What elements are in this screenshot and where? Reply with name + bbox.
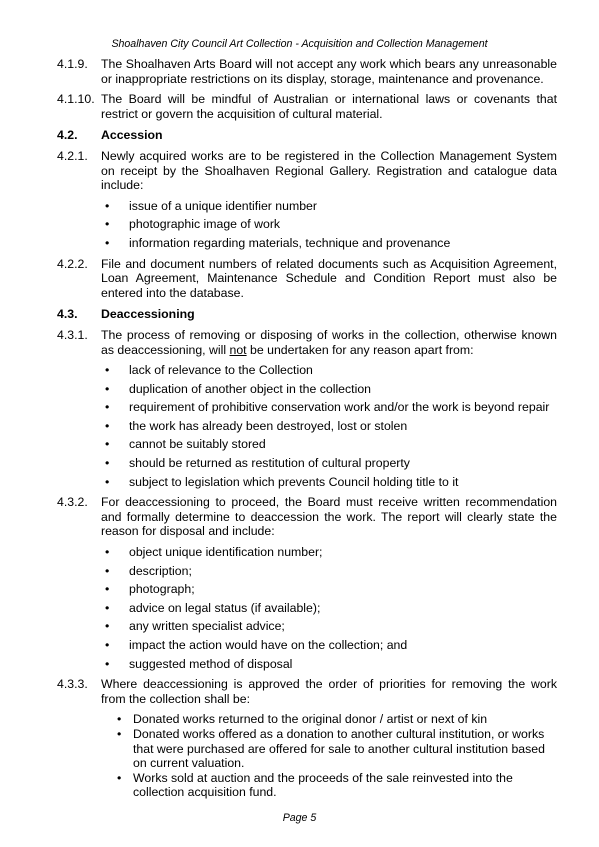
bullet-icon: •: [105, 363, 110, 378]
bullet-icon: •: [117, 726, 122, 741]
list-item: • lack of relevance to the Collection: [101, 363, 557, 378]
clause-4-3-1: [57, 328, 557, 357]
clause-text: Where deaccessioning is approved the order of priorities for removing the work from the collection shall be:: [101, 677, 557, 706]
clause-4-1-10: [57, 92, 557, 121]
section-title: Deaccessioning: [101, 307, 195, 322]
section-title: Accession: [101, 128, 163, 143]
page-header: Shoalhaven City Council Art Collection - Acquisition and Collection Management: [111, 38, 488, 50]
section-heading-accession: [57, 128, 557, 143]
clause-number: 4.1.10.: [57, 92, 95, 107]
list-item: • description;: [101, 564, 557, 579]
clause-text: The process of removing or disposing of works in the collection, otherwise known as deaccessioning, will not be undertaken for any reason apart from:: [101, 327, 557, 357]
list-item: • advice on legal status (if available);: [101, 601, 557, 616]
clause-text: For deaccessioning to proceed, the Board must receive written recommendation and formally determine to deaccession the work. The report will clearly state the reason for disposal and include:: [101, 495, 557, 539]
clause-text: The Board will be mindful of Australian or international laws or covenants that restrict or govern the acquisition of cultural material.: [101, 92, 557, 121]
list-item: • duplication of another object in the collection: [101, 382, 557, 397]
list-item: • information regarding materials, technique and provenance: [101, 236, 557, 251]
list-item: • cannot be suitably stored: [101, 437, 557, 452]
list-item: • issue of a unique identifier number: [101, 199, 557, 214]
list-item: • object unique identification number;: [101, 545, 557, 560]
list-item: • suggested method of disposal: [101, 657, 557, 672]
clause-4-3-2: [57, 495, 557, 539]
clause-4-2-2: [57, 257, 557, 301]
bullet-icon: •: [105, 418, 110, 433]
clause-text: File and document numbers of related documents such as Acquisition Agreement, Loan Agreement, Maintenance Schedule and Condition Report must also be entered into the database.: [101, 256, 557, 300]
bullet-list-removal-priorities: [101, 712, 557, 800]
list-item: • the work has already been destroyed, lost or stolen: [101, 419, 557, 434]
underlined-word: not: [229, 342, 247, 357]
bullet-list-deaccession-reasons: [101, 363, 557, 489]
clause-4-1-9: [57, 57, 557, 86]
bullet-list-registration-data: [101, 199, 557, 251]
list-item: • photographic image of work: [101, 217, 557, 232]
bullet-icon: •: [105, 235, 110, 250]
bullet-icon: •: [117, 770, 122, 785]
clause-text: The Shoalhaven Arts Board will not accept any work which bears any unreasonable or inappropriate restrictions on its display, storage, maintenance and provenance.: [101, 57, 557, 86]
bullet-icon: •: [105, 600, 110, 615]
clause-number: 4.1.9.: [57, 57, 88, 71]
section-heading-deaccessioning: [57, 307, 557, 322]
list-item: • photograph;: [101, 582, 557, 597]
list-item: • any written specialist advice;: [101, 619, 557, 634]
document-body: [57, 57, 557, 806]
list-item: • Donated works offered as a donation to another cultural institution, or works that were purchased are offered for sale to another cultural institution based on current valuation.: [101, 727, 557, 771]
clause-number: 4.3.3.: [57, 677, 88, 692]
bullet-list-report-contents: [101, 545, 557, 671]
clause-number: 4.3.1.: [57, 327, 88, 342]
bullet-icon: •: [105, 198, 110, 213]
bullet-icon: •: [105, 381, 110, 396]
bullet-icon: •: [105, 474, 110, 489]
bullet-icon: •: [117, 712, 122, 727]
bullet-icon: •: [105, 656, 110, 671]
list-item: • requirement of prohibitive conservation work and/or the work is beyond repair: [101, 400, 557, 415]
clause-number: 4.2.2.: [57, 256, 88, 271]
clause-4-2-1: [57, 149, 557, 193]
bullet-icon: •: [105, 437, 110, 452]
bullet-icon: •: [105, 400, 110, 415]
list-item: • subject to legislation which prevents Council holding title to it: [101, 475, 557, 490]
section-number: 4.2.: [57, 128, 78, 143]
clause-number: 4.3.2.: [57, 495, 88, 510]
section-number: 4.3.: [57, 307, 78, 322]
list-item: • should be returned as restitution of cultural property: [101, 456, 557, 471]
clause-4-3-3: [57, 677, 557, 706]
bullet-icon: •: [105, 638, 110, 652]
clause-text: Newly acquired works are to be registered in the Collection Management System on receipt by the Shoalhaven Regional Gallery. Registration and catalogue data include:: [101, 148, 557, 193]
clause-number: 4.2.1.: [57, 148, 88, 163]
bullet-icon: •: [105, 582, 110, 597]
bullet-icon: •: [105, 563, 110, 578]
bullet-icon: •: [105, 619, 110, 634]
list-item: • impact the action would have on the collection; and: [101, 638, 557, 653]
list-item: • Works sold at auction and the proceeds of the sale reinvested into the collection acquisition fund.: [101, 771, 557, 800]
bullet-icon: •: [105, 545, 110, 560]
bullet-icon: •: [105, 456, 110, 471]
list-item: • Donated works returned to the original donor / artist or next of kin: [101, 712, 557, 727]
page-footer: Page 5: [282, 812, 317, 824]
bullet-icon: •: [105, 217, 110, 232]
